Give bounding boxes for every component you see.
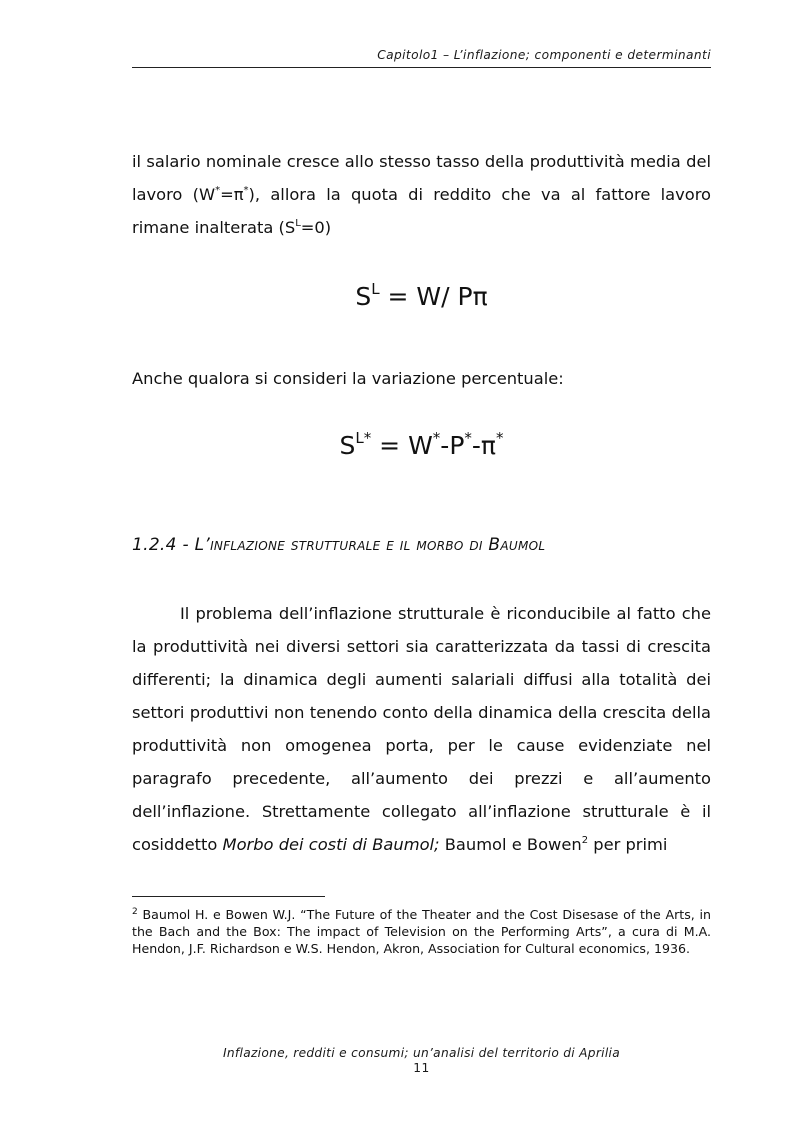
section-heading — [132, 535, 545, 555]
formula-percentage-change-sup2: * — [464, 429, 472, 447]
header-rule — [132, 67, 711, 68]
running-header: Capitolo1 – L’inflazione; componenti e determinanti — [377, 48, 711, 62]
page-number: 11 — [413, 1061, 430, 1075]
paragraph-salario-text-d: =0) — [300, 218, 332, 237]
footnote-text: Baumol H. e Bowen W.J. “The Future of the Theater and the Cost Disesase of the Arts, in the Bach and the Box: The impact of Television on the Performing Arts”, a cura di M.A. Hendon, J.F. Richardson e W.S. Hendon, Akron, Association for Cultural economics, 1936. — [132, 907, 711, 956]
formula-percentage-change — [132, 431, 711, 460]
paragraph-inflazione-text-b: Baumol e Bowen — [439, 835, 582, 854]
formula-percentage-change-mid2: -π — [471, 431, 496, 460]
paragraph-salario-text-a: il salario nominale cresce allo stesso tasso della produttività media del lavoro (W — [132, 152, 711, 204]
paragraph-inflazione-text-c: per primi — [588, 835, 668, 854]
paragraph-salario-sup-a: * — [215, 185, 221, 196]
footnote-rule — [132, 896, 325, 897]
formula-labour-share-rhs: = W/ Pπ — [379, 282, 488, 311]
section-title-middle: ’inflazione strutturale e il morbo di — [204, 535, 489, 555]
formula-percentage-change-eq: = W — [371, 431, 433, 460]
formula-percentage-change-sup1: * — [432, 429, 441, 447]
section-title-initial: L — [194, 535, 205, 555]
formula-percentage-change-lhs-sup: L* — [355, 429, 372, 447]
paragraph-inflazione-italic: Morbo dei costi di Baumol; — [222, 835, 440, 854]
formula-percentage-change-sup3: * — [495, 429, 504, 447]
formula-labour-share — [132, 282, 711, 311]
section-title-end: aumol — [500, 535, 546, 555]
footnote-reference[interactable]: 2 — [581, 835, 589, 846]
paragraph-salario — [132, 145, 711, 244]
paragraph-salario-sup-b: * — [243, 185, 249, 196]
formula-labour-share-lhs-sup: L — [371, 280, 380, 298]
paragraph-salario-text-b: =π — [220, 185, 244, 204]
section-number: 1.2.4 - — [132, 535, 195, 555]
formula-percentage-change-lhs: S — [339, 431, 356, 460]
formula-labour-share-lhs: S — [355, 282, 372, 311]
footnote — [132, 906, 711, 957]
paragraph-inflazione-text-a: Il problema dell’inflazione strutturale è riconducibile al fatto che la produttività nei diversi settori sia caratterizzata da tassi di crescita differenti; la dinamica degli aumenti salariali diffusi alla totalità dei settori produttivi non tenendo conto della dinamica della crescita della produttività non omogenea porta, per le cause evidenziate nel paragrafo precedente, all’aumento dei prezzi e all’aumento dell’inflazione. Strettamente collegato all’inflazione strutturale è il cosiddetto — [132, 604, 711, 854]
section-title-b: B — [488, 535, 501, 555]
footnote-marker: 2 — [132, 907, 138, 917]
paragraph-variazione: Anche qualora si consideri la variazione percentuale: — [132, 369, 564, 388]
paragraph-inflazione-strutturale — [132, 597, 711, 861]
paragraph-salario-text-c: ), allora la quota di reddito che va al fattore lavoro rimane inalterata (S — [132, 185, 711, 237]
running-footer: Inflazione, redditi e consumi; un’analisi del territorio di Aprilia — [223, 1046, 620, 1060]
formula-percentage-change-mid1: -P — [440, 431, 465, 460]
paragraph-salario-sup-c: L — [295, 218, 301, 229]
